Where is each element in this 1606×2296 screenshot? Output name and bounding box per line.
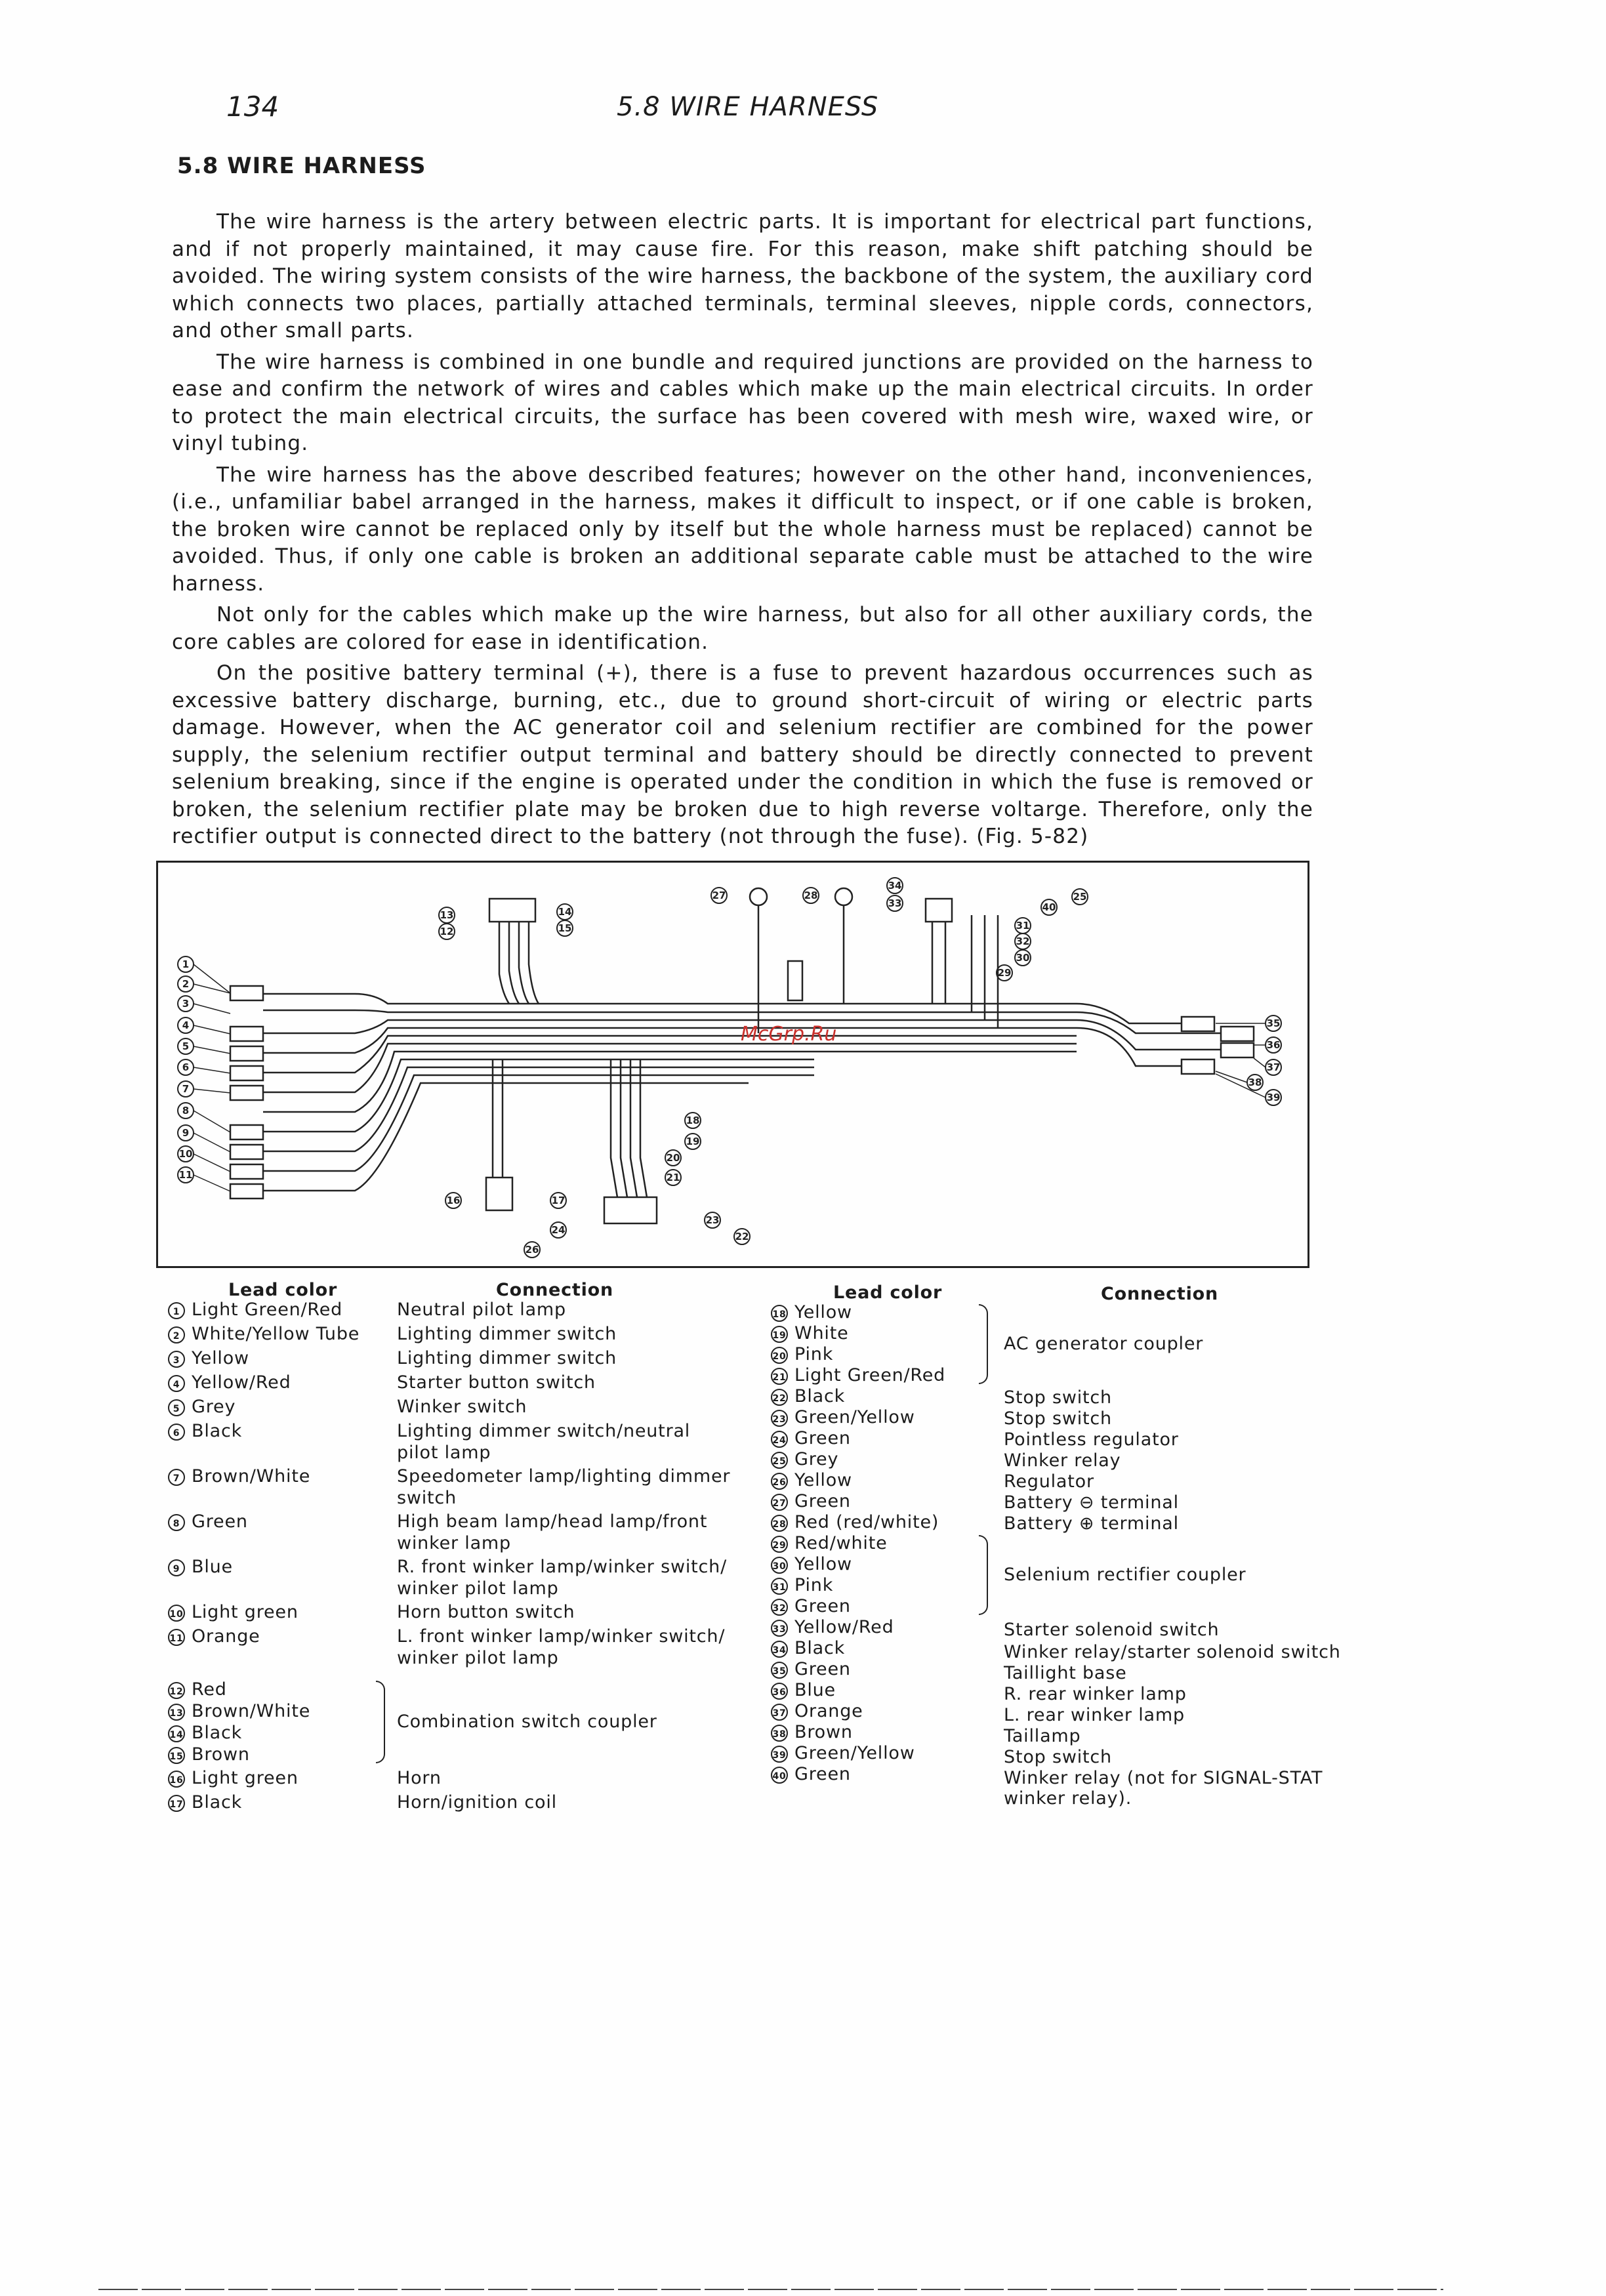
legend-conn: L. rear winker lamp [1004,1705,1185,1725]
lead-color-header: Lead color [833,1282,943,1303]
legend-row: 22 Black [771,1385,845,1407]
legend-conn: Lighting dimmer switch/neutral [397,1421,691,1441]
legend-conn: Horn button switch [397,1602,575,1622]
svg-text:28: 28 [804,890,818,901]
svg-text:21: 21 [666,1172,680,1183]
legend-row: 8 Green [168,1511,248,1532]
legend-conn: switch [397,1488,457,1508]
svg-text:26: 26 [525,1244,539,1256]
svg-text:29: 29 [997,967,1012,979]
legend-conn: Horn/ignition coil [397,1792,557,1813]
paragraph: The wire harness is combined in one bundle and required junctions are provided on the harness to ease and confirm the network of wires and cables which make up the main electrical circuits. In order to protect the main electrical circuits, the surface has been covered with mesh wire, waxed wire, or vinyl tubing. [172,350,1313,455]
svg-text:4: 4 [182,1019,190,1031]
legend-left [156,1279,773,1817]
legend-conn: Horn [397,1768,442,1788]
legend-row: 13 Brown/White [168,1700,310,1722]
svg-text:2: 2 [182,978,190,990]
svg-text:30: 30 [1016,952,1030,964]
legend-row: 12 Red [168,1679,227,1700]
legend-row: 4 Yellow/Red [168,1372,291,1393]
legend-row: 16 Light green [168,1767,299,1789]
legend-row: 10 Light green [168,1601,299,1623]
legend-conn: Neutral pilot lamp [397,1300,566,1320]
paragraph: The wire harness is the artery between electric parts. It is important for electrical part functions, and if not properly maintained, it may cause fire. For this reason, make shift patching should be avoided. The wiring system consists of the wire harness, the backbone of the system, the auxiliary cord which connects two places, partially attached terminals, terminal sleeves, nipple cords, connectors, and other small parts. [172,210,1313,342]
legend-conn: AC generator coupler [1004,1334,1204,1354]
legend-conn: Speedometer lamp/lighting dimmer [397,1466,731,1486]
svg-text:1: 1 [182,958,190,970]
paragraph: The wire harness has the above described features; however on the other hand, inconveniences, (i.e., unfamiliar babel arranged in the harness, makes it difficult to inspect, or if one cable is broken, the broken wire cannot be replaced only by itself but the whole harness must be replaced) cannot be avoided. Thus, if only one cable is broken an additional separate cable must be attached to the wire harness. [172,462,1313,596]
legend-row: 40 Green [771,1763,851,1785]
legend-row: 5 Grey [168,1396,236,1418]
legend-row: 19 White [771,1322,849,1344]
legend-conn: Battery ⊖ terminal [1004,1492,1179,1513]
legend-row: 36 Blue [771,1679,836,1701]
svg-text:11: 11 [178,1169,193,1181]
svg-text:35: 35 [1266,1017,1281,1029]
brace [376,1681,385,1763]
legend-conn: Starter solenoid switch [1004,1620,1220,1640]
svg-text:32: 32 [1016,935,1030,947]
legend-conn: Winker relay [1004,1450,1121,1471]
legend-row: 37 Orange [771,1700,863,1722]
svg-text:7: 7 [182,1083,190,1095]
legend-right [768,1282,1463,1820]
legend-conn: High beam lamp/head lamp/front [397,1511,708,1532]
legend-conn: winker relay). [1004,1788,1132,1809]
legend-row: 32 Green [771,1595,851,1617]
legend-row: 30 Yellow [771,1553,852,1575]
connection-header: Connection [1101,1284,1219,1304]
footer-rule [98,2283,1443,2296]
running-title: 5.8 WIRE HARNESS [617,92,879,122]
legend-row: 7 Brown/White [168,1466,310,1487]
legend-row: 39 Green/Yellow [771,1742,915,1764]
legend-conn: Stop switch [1004,1408,1112,1429]
svg-text:15: 15 [558,922,572,934]
legend-conn: Regulator [1004,1471,1094,1492]
legend-conn: Pointless regulator [1004,1429,1179,1450]
legend-row: 15 Brown [168,1744,250,1765]
legend-row: 38 Brown [771,1721,853,1743]
legend-row: 2 White/Yellow Tube [168,1323,360,1345]
legend-conn: winker lamp [397,1533,511,1553]
legend-row: 28 Red (red/white) [771,1511,939,1533]
harness-drawing [158,863,1307,1266]
svg-text:38: 38 [1248,1076,1262,1088]
body-text [172,209,1313,855]
svg-text:27: 27 [712,890,726,901]
legend-row: 20 Pink [771,1343,833,1365]
legend-conn: Combination switch coupler [397,1712,657,1732]
legend-conn: winker pilot lamp [397,1648,559,1668]
legend-conn: pilot lamp [397,1443,491,1463]
svg-text:17: 17 [551,1195,566,1206]
legend-row: 24 Green [771,1427,851,1449]
svg-text:9: 9 [182,1127,190,1139]
svg-text:34: 34 [888,880,902,892]
legend-conn: Stop switch [1004,1747,1112,1767]
page-number: 134 [226,91,279,123]
wire-harness-diagram [156,861,1309,1268]
svg-text:10: 10 [178,1148,193,1160]
legend-row: 34 Black [771,1637,845,1659]
svg-text:12: 12 [440,926,454,937]
svg-text:22: 22 [735,1231,749,1242]
legend-conn: L. front winker lamp/winker switch/ [397,1626,726,1647]
legend-row: 1 Light Green/Red [168,1299,342,1321]
svg-text:3: 3 [182,998,190,1010]
legend-row: 11 Orange [168,1626,260,1647]
svg-text:6: 6 [182,1061,190,1073]
legend-row: 35 Green [771,1658,851,1680]
legend-row: 27 Green [771,1490,851,1512]
svg-text:5: 5 [182,1040,190,1052]
brace [979,1304,988,1384]
svg-text:20: 20 [666,1152,680,1164]
svg-text:18: 18 [686,1115,700,1126]
svg-text:40: 40 [1042,901,1056,913]
legend-row: 3 Yellow [168,1347,249,1369]
svg-text:24: 24 [551,1224,566,1236]
connection-header: Connection [496,1280,614,1300]
legend-conn: R. rear winker lamp [1004,1684,1187,1704]
legend-row: 14 Black [168,1722,242,1744]
legend-conn: Selenium rectifier coupler [1004,1565,1246,1585]
legend-row: 6 Black [168,1420,242,1442]
svg-text:14: 14 [558,906,572,918]
legend-row: 21 Light Green/Red [771,1364,945,1386]
legend-conn: Winker relay/starter solenoid switch [1004,1642,1341,1662]
svg-text:8: 8 [182,1105,190,1117]
brace [979,1535,988,1615]
legend-conn: Taillamp [1004,1726,1081,1746]
svg-text:31: 31 [1016,920,1030,932]
legend-row: 29 Red/white [771,1532,888,1554]
svg-text:39: 39 [1266,1092,1281,1103]
svg-text:37: 37 [1266,1061,1281,1073]
legend-conn: Battery ⊕ terminal [1004,1513,1179,1534]
svg-text:16: 16 [446,1195,461,1206]
svg-text:19: 19 [686,1136,700,1147]
svg-text:23: 23 [705,1214,720,1226]
legend-row: 26 Yellow [771,1469,852,1491]
legend-conn: Winker relay (not for SIGNAL-STAT [1004,1768,1323,1788]
svg-text:36: 36 [1266,1039,1281,1051]
legend-conn: Lighting dimmer switch [397,1324,617,1344]
watermark: McGrp.Ru [741,1023,837,1046]
legend-conn: Stop switch [1004,1387,1112,1408]
legend-row: 33 Yellow/Red [771,1616,894,1638]
legend-conn: Lighting dimmer switch [397,1348,617,1368]
lead-color-header: Lead color [228,1280,338,1300]
paragraph: Not only for the cables which make up the wire harness, but also for all other auxiliary cords, the core cables are colored for ease in identification. [172,603,1313,654]
svg-text:13: 13 [440,909,454,921]
section-title: 5.8 WIRE HARNESS [177,153,426,179]
legend-row: 31 Pink [771,1574,833,1596]
svg-text:25: 25 [1073,891,1087,903]
legend-conn: winker pilot lamp [397,1578,559,1599]
legend-conn: Starter button switch [397,1372,596,1393]
legend-row: 17 Black [168,1792,242,1813]
legend-row: 23 Green/Yellow [771,1406,915,1428]
legend-conn: R. front winker lamp/winker switch/ [397,1557,727,1577]
svg-text:33: 33 [888,897,902,909]
legend-row: 9 Blue [168,1556,233,1578]
paragraph: On the positive battery terminal (+), there is a fuse to prevent hazardous occurrences such as excessive battery discharge, burning, etc., due to ground short-circuit of wiring or electric parts damage. However, when the AC generator coil and selenium rectifier are combined for the power supply, the selenium rectifier output terminal and battery should be directly connected to prevent selenium breaking, since if the engine is operated under the condition in which the fuse is removed or broken, the selenium rectifier plate may be broken due to high reverse voltarge. Therefore, only the rectifier output is connected direct to the battery (not through the fuse). (Fig. 5-82) [172,661,1313,848]
legend-conn: Taillight base [1004,1663,1127,1683]
legend-row: 25 Grey [771,1448,838,1470]
legend-conn: Winker switch [397,1397,527,1417]
legend-row: 18 Yellow [771,1302,852,1323]
